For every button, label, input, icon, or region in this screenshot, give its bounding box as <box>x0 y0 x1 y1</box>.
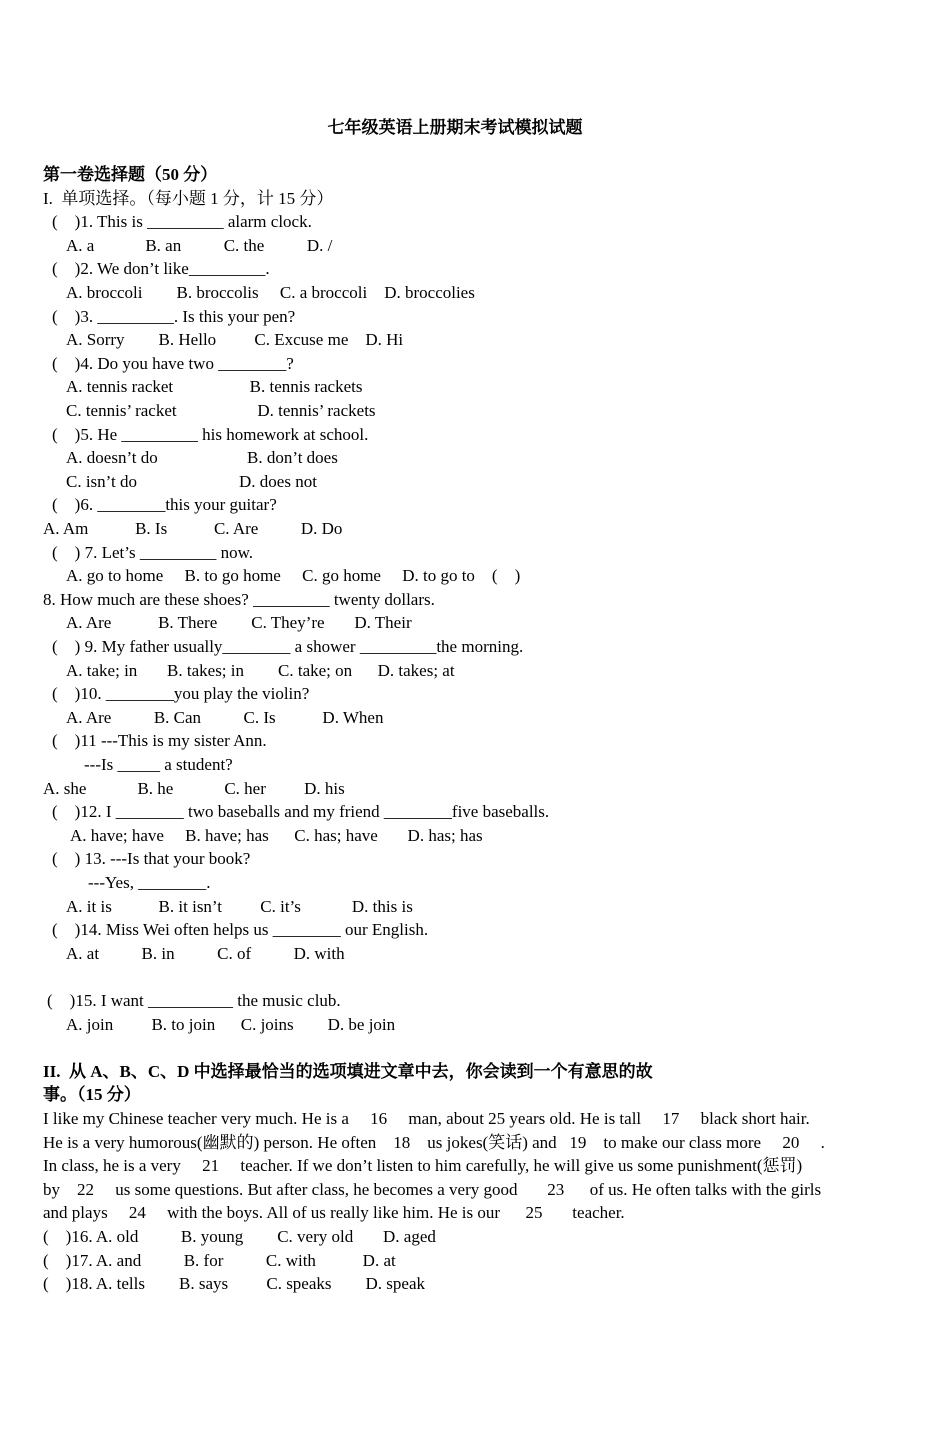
text-line: ( )11 ---This is my sister Ann. <box>52 731 267 751</box>
text-line: I like my Chinese teacher very much. He is a 16 man, about 25 years old. He is tall 17 black short hair. <box>43 1109 810 1128</box>
text-line: ( )17. A. and B. for C. with D. at <box>43 1250 396 1270</box>
text-line: A. have; have B. have; has C. has; have D. has; has <box>70 825 483 845</box>
text-line: ( )10. ________you play the violin? <box>52 684 310 704</box>
text-line: A. Are B. Can C. Is D. When <box>66 707 384 727</box>
text-line: A. broccoli B. broccolis C. a broccoli D. broccolies <box>66 283 475 302</box>
text-line: A. it is B. it isn’t C. it’s D. this is <box>66 896 413 916</box>
text-line: A. Are B. There C. They’re D. Their <box>66 613 412 633</box>
text-line: A. tennis racket B. tennis rackets <box>66 377 363 397</box>
text-line: ( )14. Miss Wei often helps us ________ our English. <box>52 920 429 940</box>
text-line: ( )18. A. tells B. says C. speaks D. speak <box>43 1274 426 1294</box>
page-title: 七年级英语上册期末考试模拟试题 <box>327 118 583 137</box>
text-line: A. Sorry B. Hello C. Excuse me D. Hi <box>66 330 404 350</box>
text-line: ( )3. _________. Is this your pen? <box>52 306 296 326</box>
text-line: He is a very humorous(幽默的) person. He often 18 us jokes(笑话) and 19 to make our class more 20 . <box>43 1132 825 1152</box>
text-line: A. at B. in C. of D. with <box>66 943 345 963</box>
text-line: ( )1. This is _________ alarm clock. <box>52 212 312 232</box>
text-line: ( ) 13. ---Is that your book? <box>52 849 251 869</box>
text-line: A. doesn’t do B. don’t does <box>66 448 338 468</box>
text-line: ---Yes, ________. <box>88 873 211 892</box>
text-line: ( )5. He _________ his homework at school. <box>52 424 369 444</box>
text-line: ( )6. ________this your guitar? <box>52 495 277 515</box>
text-line: A. a B. an C. the D. / <box>66 235 333 255</box>
section-heading: 第一卷选择题（50 分） <box>43 165 218 184</box>
text-line: A. she B. he C. her D. his <box>43 778 345 798</box>
text-line: C. tennis’ racket D. tennis’ rackets <box>66 401 376 420</box>
text-line: A. take; in B. takes; in C. take; on D. takes; at <box>66 660 455 680</box>
text-line: A. Am B. Is C. Are D. Do <box>43 519 343 538</box>
text-line: In class, he is a very 21 teacher. If we don’t listen to him carefully, he will give us some punishment(惩罚) <box>43 1156 803 1176</box>
text-line: 8. How much are these shoes? _________ twenty dollars. <box>43 589 435 609</box>
text-line: by 22 us some questions. But after class, he becomes a very good 23 of us. He often talks with the girls <box>43 1179 822 1199</box>
text-line: A. go to home B. to go home C. go home D. to go to ( ) <box>66 566 521 586</box>
text-line: ( )12. I ________ two baseballs and my friend ________five baseballs. <box>52 802 550 822</box>
text-line: ---Is _____ a student? <box>84 755 233 774</box>
section-heading: II. 从 A、B、C、D 中选择最恰当的选项填进文章中去，你会读到一个有意思的故 <box>43 1061 653 1081</box>
text-line: C. isn’t do D. does not <box>66 471 317 491</box>
text-line: ( )16. A. old B. young C. very old D. aged <box>43 1227 436 1246</box>
text-line: ( )15. I want __________ the music club. <box>47 991 341 1010</box>
text-line: A. join B. to join C. joins D. be join <box>66 1014 396 1034</box>
text-line: I. 单项选择。（每小题 1 分，计 15 分） <box>43 188 334 208</box>
text-line: ( )2. We don’t like_________. <box>52 259 270 279</box>
text-line: ( ) 7. Let’s _________ now. <box>52 542 253 562</box>
section-heading: 事。（15 分） <box>43 1085 141 1105</box>
text-line: and plays 24 with the boys. All of us really like him. He is our 25 teacher. <box>43 1203 625 1223</box>
text-line: ( ) 9. My father usually________ a shower _________the morning. <box>52 637 524 656</box>
text-line: ( )4. Do you have two ________? <box>52 353 294 373</box>
